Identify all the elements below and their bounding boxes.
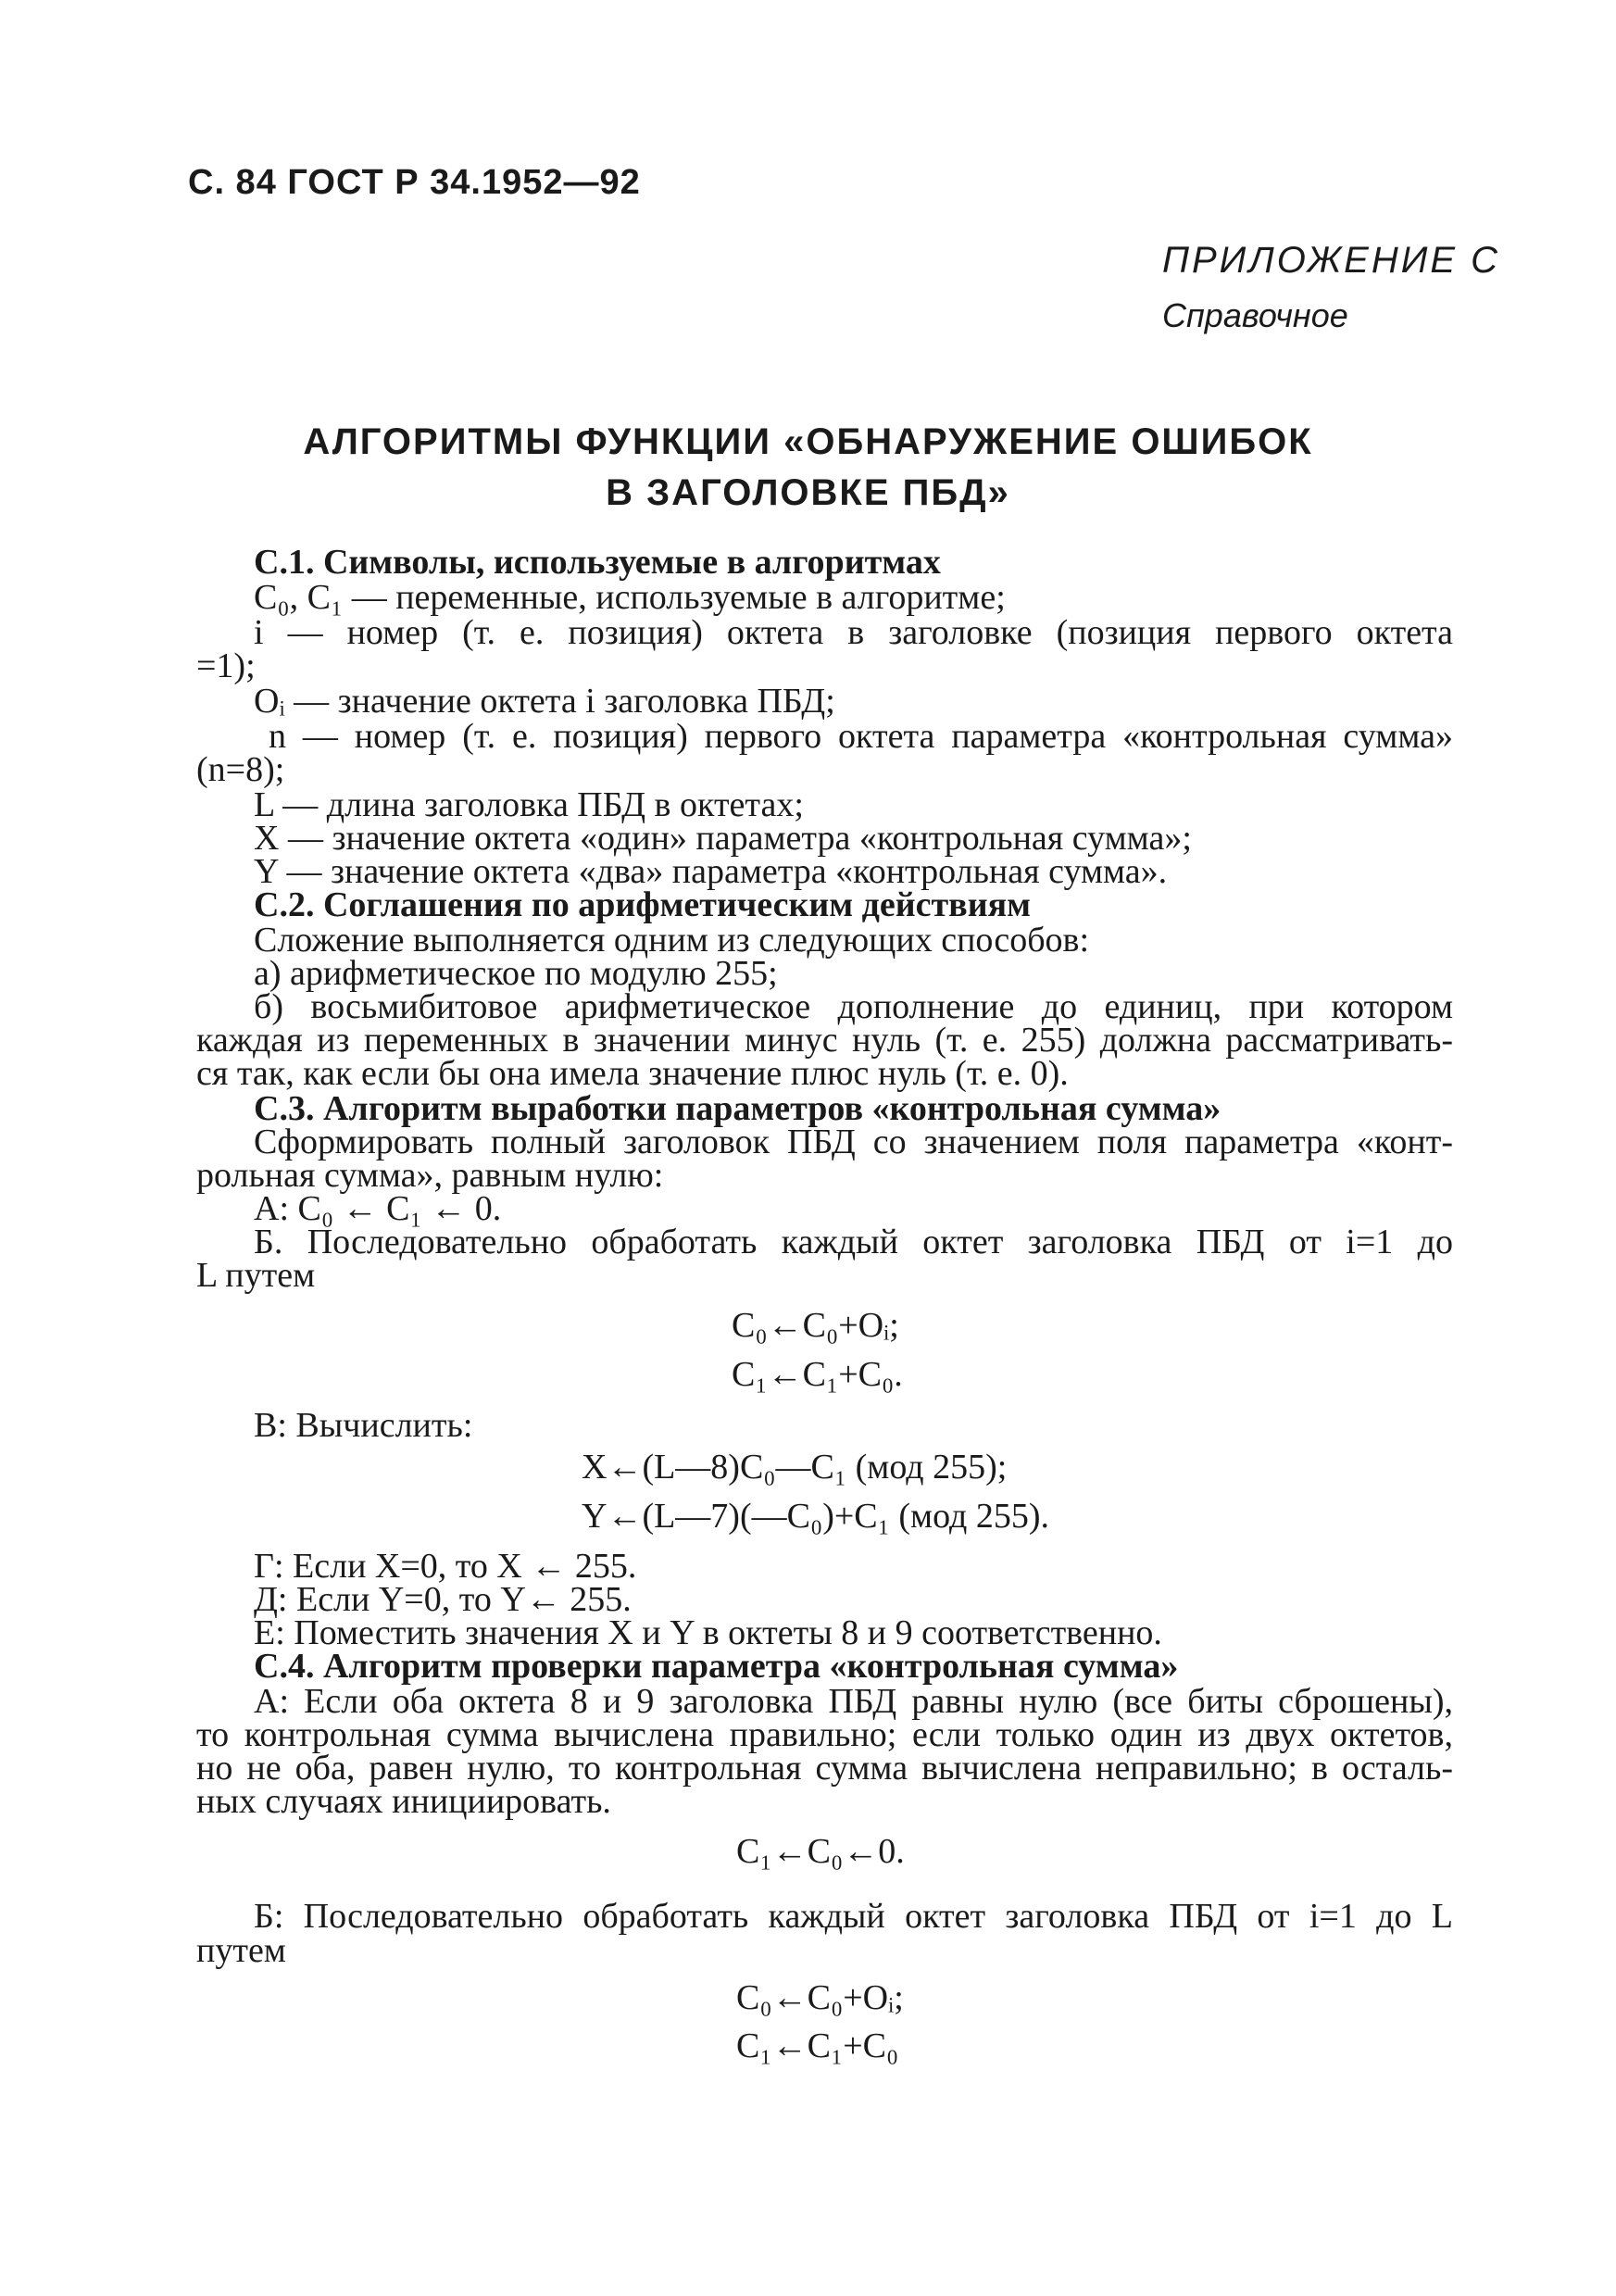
section-2-line: б) восьмибитовое арифметическое дополнение до единиц, при котором: [254, 987, 1453, 1026]
section-3-line: Б. Последовательно обработать каждый октет заголовка ПБД от i=1 до: [254, 1223, 1453, 1261]
document-title-line-1: АЛГОРИТМЫ ФУНКЦИИ «ОБНАРУЖЕНИЕ ОШИБОК: [303, 421, 1313, 462]
appendix-type: Справочное: [1162, 296, 1348, 334]
section-3-step-v: В: Вычислить:: [254, 1406, 473, 1445]
formula: C₀←C₀+Oᵢ;: [732, 1306, 899, 1345]
formula: C₁←C₁+C₀: [736, 2026, 899, 2065]
section-1-line: C₀, C₁ — переменные, используемые в алгоритме;: [254, 578, 1006, 617]
section-4-heading: С.4. Алгоритм проверки параметра «контрольная сумма»: [254, 1647, 1179, 1686]
formula: C₀←C₀+Oᵢ;: [736, 1978, 904, 2017]
section-1-line: n — номер (т. е. позиция) первого октета параметра «контрольная сумма»: [269, 717, 1453, 756]
page-header: С. 84 ГОСТ Р 34.1952—92: [188, 163, 641, 202]
section-3-line: А: C₀ ← C₁ ← 0.: [254, 1189, 502, 1228]
section-1-line: X — значение октета «один» параметра «контрольная сумма»;: [254, 819, 1192, 858]
formula: C₁←C₁+C₀.: [732, 1355, 903, 1394]
section-1-line: =1);: [196, 646, 256, 685]
appendix-label: ПРИЛОЖЕНИЕ С: [1162, 240, 1501, 281]
section-1-line: Oᵢ — значение октета i заголовка ПБД;: [254, 682, 835, 721]
section-3-line: Сформировать полный заголовок ПБД со значением поля параметра «конт-: [254, 1123, 1453, 1161]
section-4-line: путем: [196, 1931, 286, 1970]
section-1-line: L — длина заголовка ПБД в октетах;: [254, 785, 804, 824]
section-3-line: Д: Если Y=0, то Y← 255.: [254, 1580, 632, 1619]
section-2-line: Сложение выполняется одним из следующих способов:: [254, 921, 1090, 960]
section-4-line: Б: Последовательно обработать каждый октет заголовка ПБД от i=1 до L: [254, 1897, 1453, 1936]
section-1-line: i — номер (т. е. позиция) октета в заголовке (позиция первого октета: [254, 613, 1453, 652]
section-1-line: Y — значение октета «два» параметра «контрольная сумма».: [254, 852, 1168, 891]
section-4-line: то контрольная сумма вычислена правильно; если только один из двух октетов,: [196, 1715, 1453, 1754]
section-3-line: L путем: [196, 1256, 316, 1295]
section-3-line: рольная сумма», равным нулю:: [196, 1156, 664, 1195]
section-1-heading: С.1. Символы, используемые в алгоритмах: [254, 543, 941, 582]
section-4-line: А: Если оба октета 8 и 9 заголовка ПБД равны нулю (все биты сброшены),: [254, 1682, 1453, 1721]
formula: Y←(L—7)(—C₀)+C₁ (мод 255).: [582, 1497, 1049, 1536]
section-4-line: но не оба, равен нулю, то контрольная сумма вычислена неправильно; в осталь-: [196, 1749, 1453, 1788]
formula: X←(L—8)C₀—C₁ (мод 255);: [582, 1448, 1008, 1487]
section-3-heading: С.3. Алгоритм выработки параметров «контрольная сумма»: [254, 1089, 1221, 1128]
section-2-line: ся так, как если бы она имела значение плюс нуль (т. е. 0).: [196, 1054, 1069, 1093]
section-2-heading: С.2. Соглашения по арифметическим действиям: [254, 885, 1032, 924]
formula: C₁←C₀←0.: [736, 1832, 905, 1871]
section-4-line: ных случаях инициировать.: [196, 1782, 611, 1821]
section-2-line: каждая из переменных в значении минус нуль (т. е. 255) должна рассматривать-: [196, 1021, 1453, 1060]
section-3-line: Е: Поместить значения X и Y в октеты 8 и 9 соответственно.: [254, 1613, 1162, 1652]
section-1-line: (n=8);: [196, 750, 285, 789]
section-2-line: а) арифметическое по модулю 255;: [254, 954, 778, 993]
document-title-line-2: В ЗАГОЛОВКЕ ПБД»: [606, 472, 1010, 513]
section-3-line: Г: Если X=0, то X ← 255.: [254, 1547, 637, 1586]
